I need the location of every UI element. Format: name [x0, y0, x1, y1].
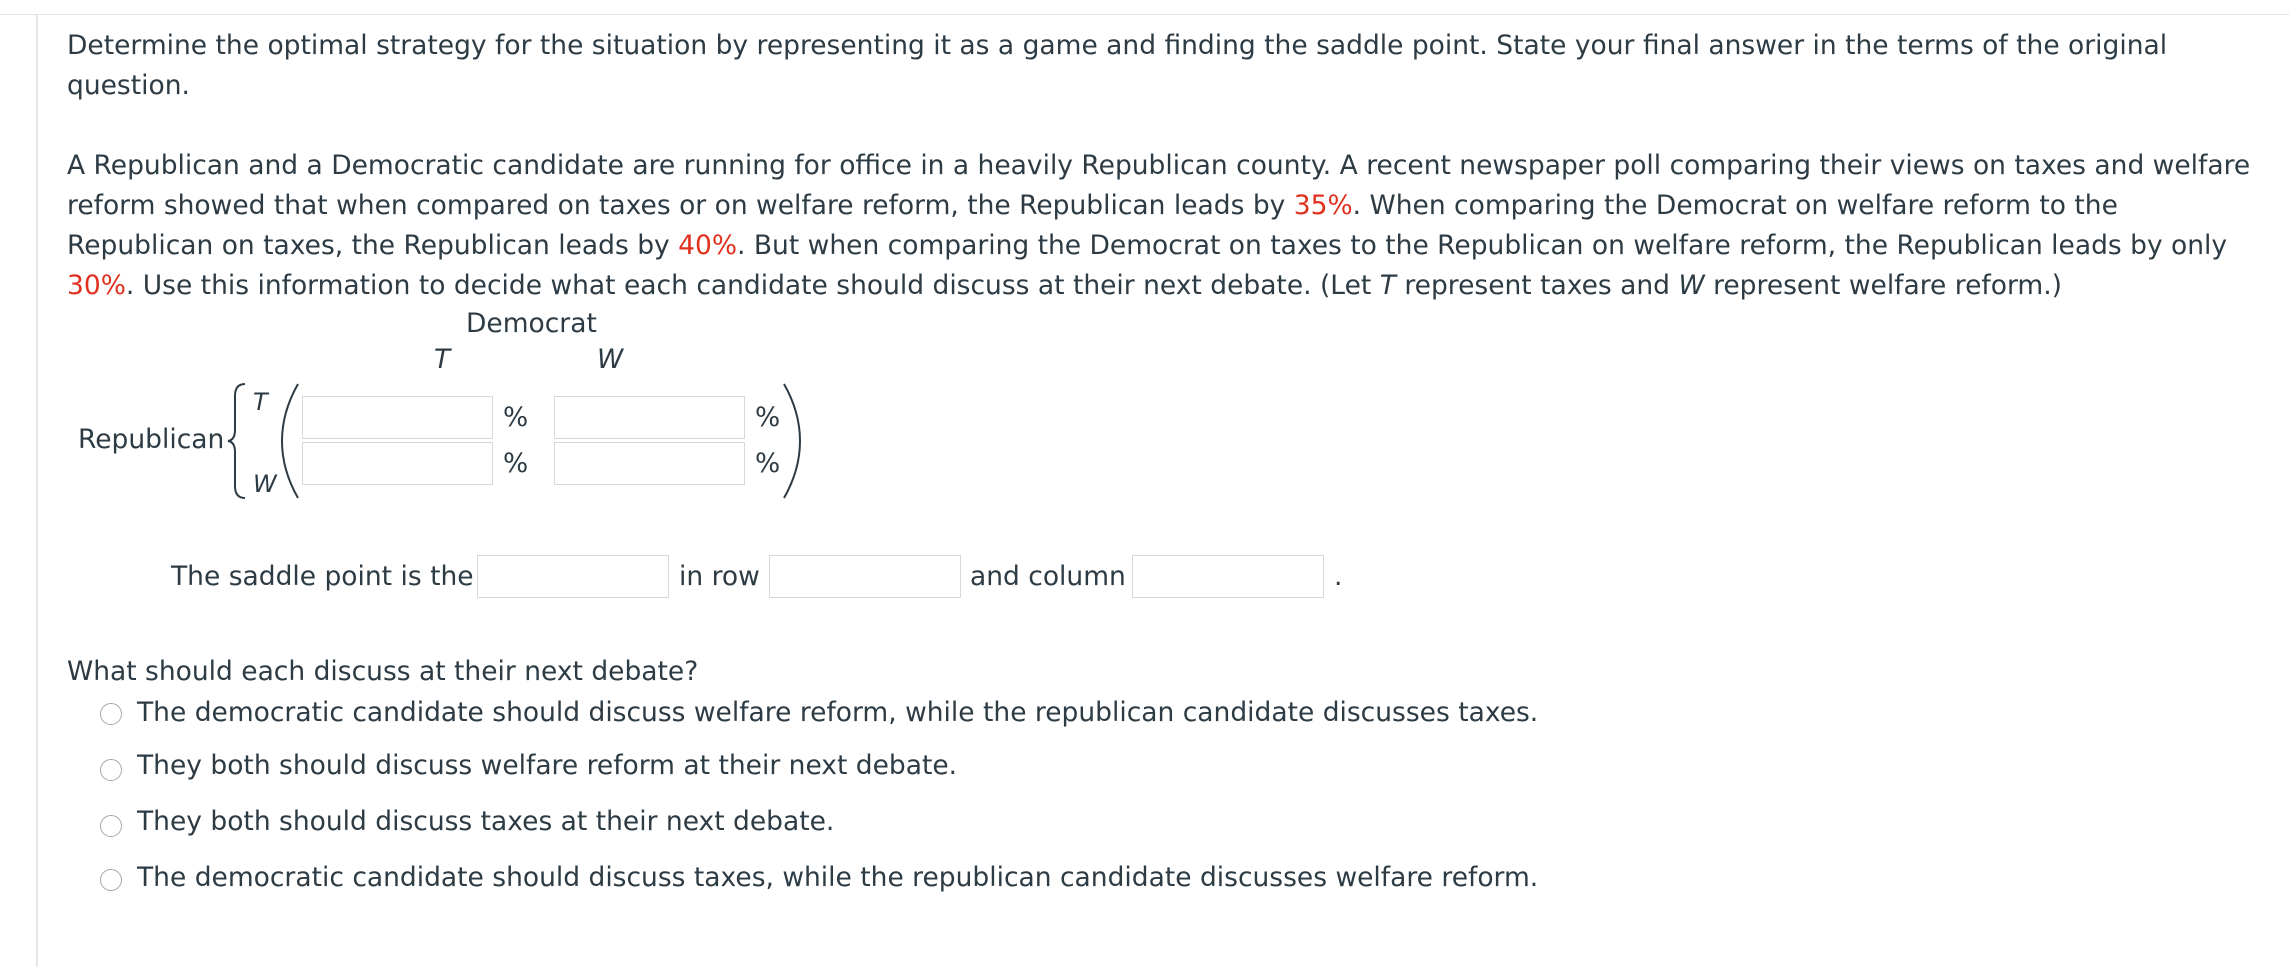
- cell-ww-unit: %: [755, 448, 781, 479]
- top-border: [0, 0, 2289, 15]
- problem-part: . When comparing the Democrat on welfare reform to the Republican on taxes, the Republican leads by: [67, 190, 2118, 261]
- cell-tw-unit: %: [755, 402, 781, 433]
- left-brace-icon: [225, 382, 249, 500]
- option-3-radio[interactable]: [100, 815, 122, 837]
- cell-wt-input[interactable]: [302, 442, 493, 485]
- problem-part: A Republican and a Democratic candidate are running for office in a heavily Republican county. A recent newspaper poll comparing their views on taxes and welfare reform showed that when compared on taxes or on welfare reform, the Republican leads by: [67, 150, 2251, 221]
- option-2-label[interactable]: They both should discuss welfare reform at their next debate.: [137, 750, 958, 781]
- row-label-w: W: [253, 470, 277, 498]
- option-4-radio[interactable]: [100, 869, 122, 891]
- option-3-label[interactable]: They both should discuss taxes at their next debate.: [137, 806, 835, 837]
- instruction-text: Determine the optimal strategy for the situation by representing it as a game and finding the saddle point. State your final answer in the terms of the original question.: [67, 30, 2168, 101]
- value-highlight: 30%: [67, 270, 126, 301]
- question-prompt: What should each discuss at their next debate?: [67, 656, 699, 687]
- value-highlight: 35%: [1293, 190, 1353, 221]
- saddle-in-row: in row: [679, 561, 760, 592]
- cell-tw-input[interactable]: [554, 396, 745, 439]
- option-1-label[interactable]: The democratic candidate should discuss welfare reform, while the republican candidate discusses taxes.: [137, 697, 1539, 728]
- saddle-prefix: The saddle point is the: [171, 561, 474, 592]
- problem-text: [67, 146, 2267, 306]
- saddle-period: .: [1334, 561, 1343, 592]
- option-4-label[interactable]: The democratic candidate should discuss taxes, while the republican candidate discusses welfare reform.: [137, 862, 1539, 893]
- right-paren-icon: [780, 382, 802, 500]
- cell-wt-unit: %: [503, 448, 529, 479]
- saddle-row-input[interactable]: [769, 555, 961, 598]
- problem-part: . But when comparing the Democrat on taxes to the Republican on welfare reform, the Republican leads by only: [737, 230, 2228, 261]
- problem-part: represent taxes and: [1395, 270, 1679, 301]
- problem-part: . Use this information to decide what each candidate should discuss at their next debate. (Let: [125, 270, 1380, 301]
- option-1-radio[interactable]: [100, 703, 122, 725]
- column-label-w: W: [597, 344, 624, 375]
- cell-tt-input[interactable]: [302, 396, 493, 439]
- cell-tt-unit: %: [503, 402, 529, 433]
- variable-t: T: [1379, 270, 1396, 301]
- left-paren-icon: [280, 382, 302, 500]
- saddle-and-column: and column: [970, 561, 1126, 592]
- value-highlight: 40%: [678, 230, 738, 261]
- variable-w: W: [1678, 270, 1705, 301]
- cell-ww-input[interactable]: [554, 442, 745, 485]
- option-2-radio[interactable]: [100, 759, 122, 781]
- row-player-label: Republican: [78, 424, 225, 455]
- saddle-column-input[interactable]: [1132, 555, 1324, 598]
- saddle-value-input[interactable]: [477, 555, 669, 598]
- column-label-t: T: [434, 344, 451, 375]
- problem-part: represent welfare reform.): [1704, 270, 2062, 301]
- left-rule: [36, 15, 38, 967]
- column-player-label: Democrat: [466, 308, 597, 339]
- row-label-t: T: [253, 388, 268, 416]
